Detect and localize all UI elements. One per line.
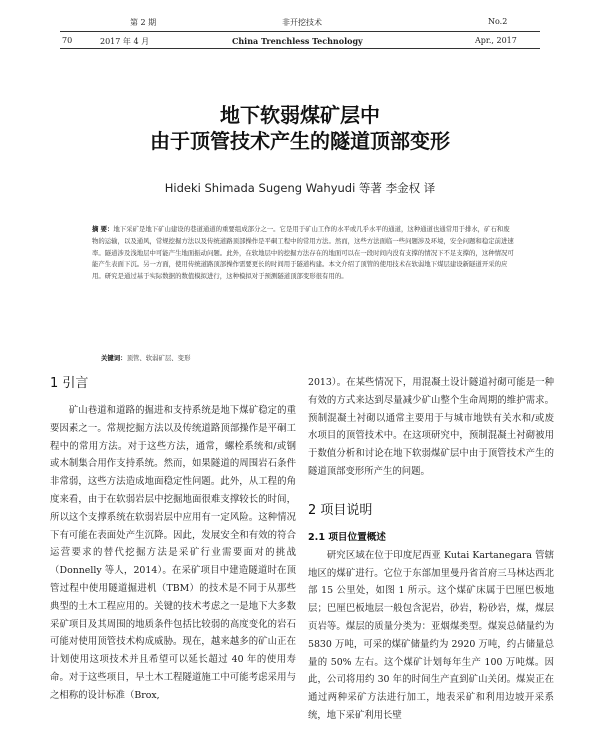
- keywords-label: 关键词：: [101, 354, 127, 362]
- subsection-2-1-paragraph: 研究区域在位于印度尼西亚 Kutai Kartanegara 管辖地区的煤矿进行。它位于东部加里曼丹省首府三马林达西北部 15 公里处，如图 1 所示。这个煤矿床属于巴厘巴板地层；巴厘巴板地层一般包含泥岩，砂岩，粉砂岩，煤，煤层页岩等。煤层的质量分类为：亚烟煤类型。煤炭总储量约为 5830 万吨，可采的煤矿储量约为 2920 万吨，约占储量总量的 50% 左右。这个煤矿计划每年生产 100 万吨煤。因此，公司将用约 30 年的时间生产直到矿山关闭。煤炭正在通过两种采矿方法进行加工，地表采矿和利用边坡开采系统，地下采矿利用长壁: [308, 549, 554, 721]
- section-1-paragraph: 矿山巷道和道路的掘进和支持系统是地下煤矿稳定的重要因素之一。常规挖掘方法以及传统道路顶部操作是平硐工程中的常用方法。对于这些方法，通常，螺栓系统和/或钢或木制集合用作支持系统。然而，如果隧道的周围岩石条件非常弱，这些方法造成地面稳定性问题。此外，从工程的角度来看，由于在软弱岩层中挖掘地面很难支撑较长的时间，所以这个支撑系统在软弱岩层中应用有一定风险。这种情况下有可能在表面处产生沉降。因此，发展安全和有效的符合运营要求的替代挖掘方法是采矿行业需要面对的挑战（Donnelly 等人，2014）。在采矿项目中建造隧道时在顶管过程中使用隧道掘进机（TBM）的技术是不同于从那些典型的土木工程应用的。关键的技术考虑之一是地下大多数采矿项目及其周围的地质条件包括比较弱的高度变化的岩石可能对使用顶管技术构成威胁。现在，越来越多的矿山正在计划使用这项技术并且希望可以延长超过 40 年的使用寿命。对于这些项目，早土木工程隧道施工中可能考虑采用与之相称的设计标准（Brox,: [50, 405, 296, 701]
- keywords-text: 顶管、软弱矿层、变形: [126, 354, 191, 362]
- header-bottom-rule: [60, 48, 540, 49]
- header-date-cn: 2017 年 4 月: [100, 37, 150, 46]
- keywords: [101, 353, 501, 362]
- header-journal-cn: 非开挖技术: [282, 18, 322, 27]
- abstract-label: 摘 要：: [92, 225, 114, 233]
- abstract: [92, 224, 514, 283]
- article-byline: Hideki Shimada Sugeng Wahyudi 等著 李金权 译: [164, 181, 436, 195]
- right-column: [308, 374, 554, 725]
- header-issue: 第 2 期: [130, 18, 157, 27]
- header-journal-en: China Trenchless Technology: [232, 36, 363, 46]
- section-1-continued-paragraph: 2013）。在某些情况下，用混凝土设计隧道衬砌可能是一种有效的方式来达到尽量减少矿山整个生命周期的维护需求。预制混凝土衬砌以通常主要用于与城市地铁有关水和/或废水项目的顶管技术中。在这项研究中，预制混凝土衬砌被用于数值分析和讨论在地下软弱煤矿层中由于顶管技术产生的隧道顶部变形所产生的问题。: [308, 377, 554, 477]
- section-1-heading: 1 引言: [50, 376, 89, 391]
- header-page-number: 70: [62, 36, 73, 45]
- left-column: [50, 374, 296, 705]
- article-title-line1: 地下软弱煤矿层中: [220, 103, 380, 127]
- abstract-text: 地下采矿是地下矿山建设的巷道通道的重要组成部分之一。它是用于矿山工作的水平或几乎水平的通道，这种通道也通常用于排水，矿石和废物的运输，以及通风，常规挖掘方法以及传统道路顶部操作是平硐工程中的常用方法。然而，这些方法面临一些问题涉及环境，安全问题和稳定前进速率。隧道涉及浅地层中可能产生地面振动问题。此外，在软地层中的挖掘方法存在的地面可以在一段时间内没有支撑的情况下不足支撑的，这种情况可能产生表面下沉。另一方面，使用传统道路顶部操作需要更长的时间用于隧道构建。本文介绍了顶管的使用技术在软弱地下煤层建设新隧道开采的应用。研究是通过基于实际数据的数值模拟进行，这种模拟对于预测隧道顶部变形很有用的。: [92, 225, 514, 281]
- article-title-line2: 由于顶管技术产生的隧道顶部变形: [150, 129, 450, 153]
- header-date-en: Apr., 2017: [475, 36, 517, 45]
- header-divider: [60, 31, 540, 32]
- subsection-2-1-heading: 2.1 项目位置概述: [308, 531, 386, 543]
- section-2-heading: 2 项目说明: [308, 502, 373, 518]
- header-issue-no: No.2: [488, 17, 508, 26]
